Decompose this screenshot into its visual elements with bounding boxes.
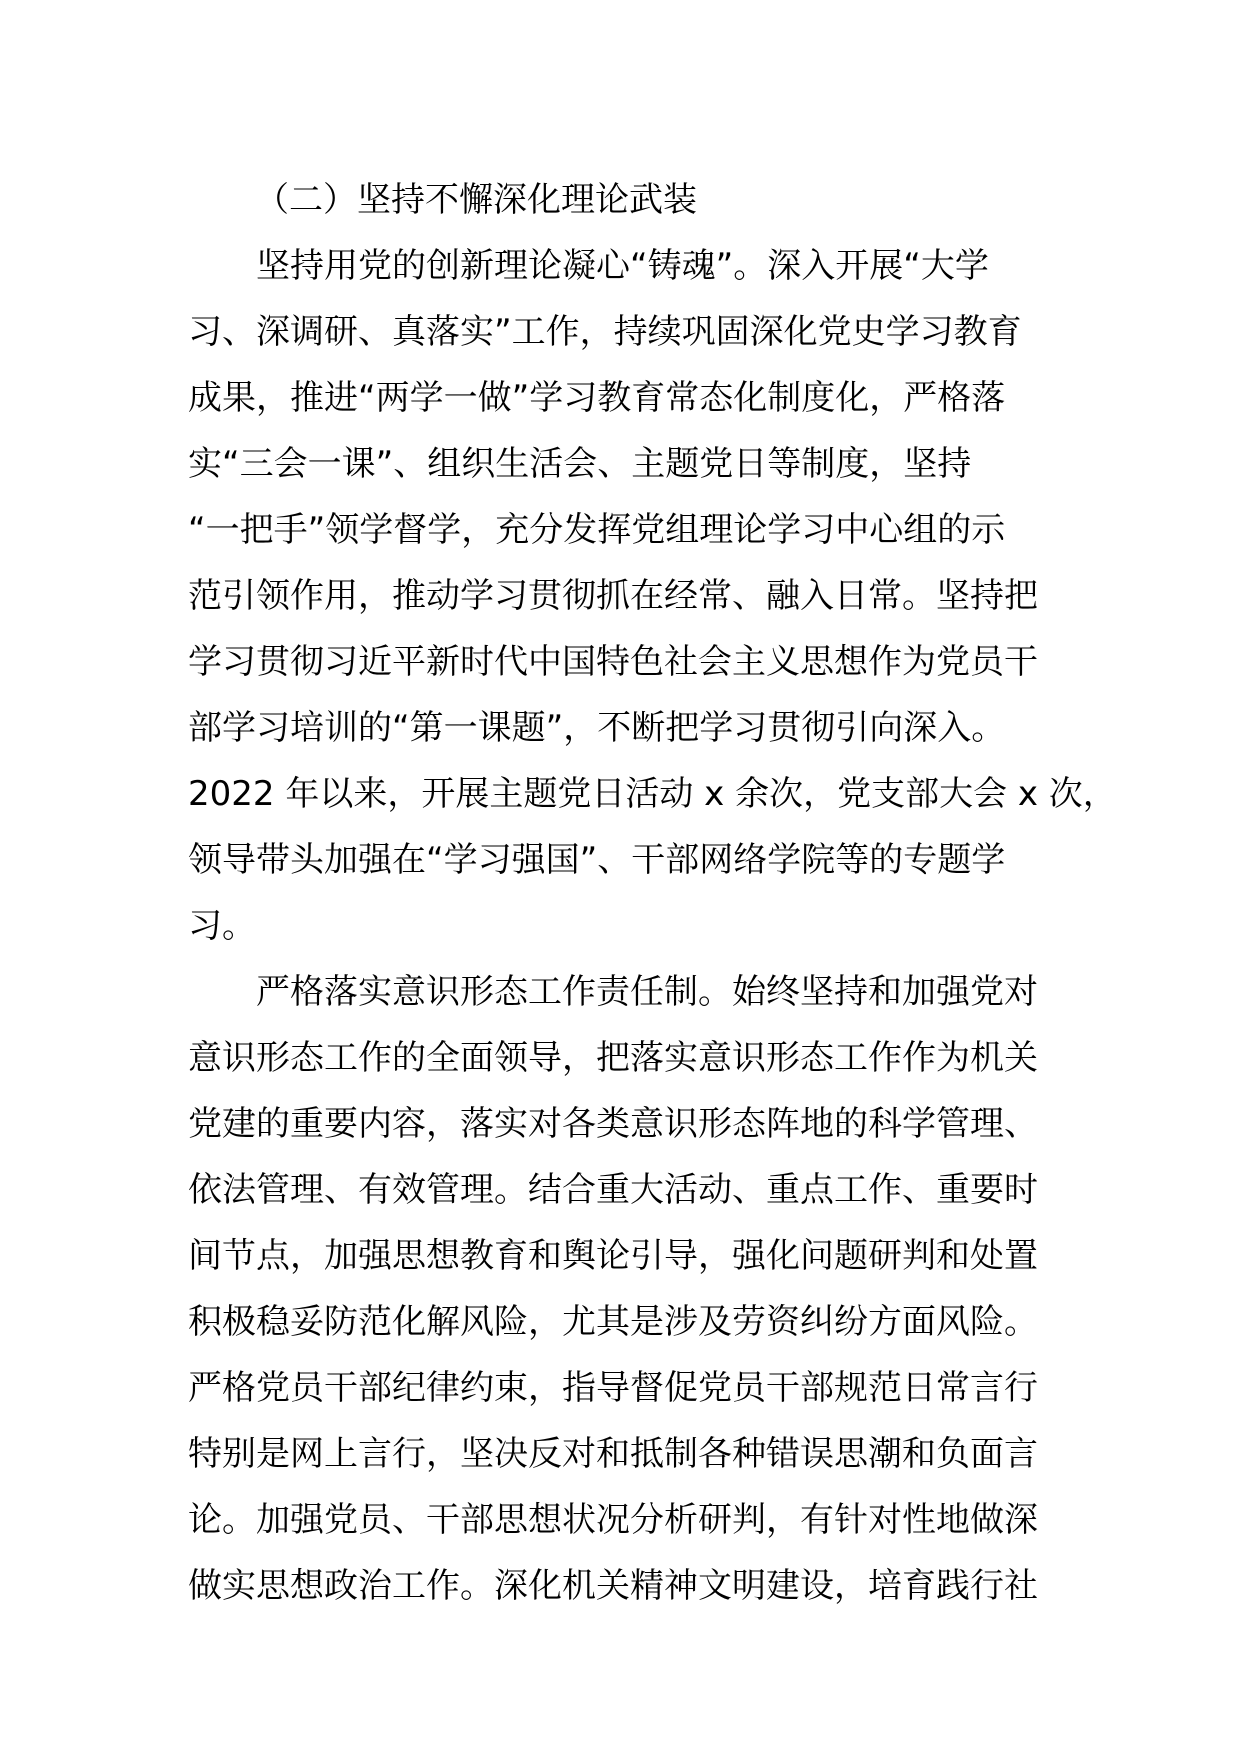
text-line: 学习贯彻习近平新时代中国特色社会主义思想作为党员干 [188, 642, 1038, 682]
text-line: 领导带头加强在“学习强国”、干部网络学院等的专题学 [188, 840, 1006, 880]
text-line: 2022 年以来，开展主题党日活动 x 余次，党支部大会 x 次， [188, 774, 1117, 814]
text-line: 积极稳妥防范化解风险，尤其是涉及劳资纠纷方面风险。 [188, 1302, 1038, 1342]
text-line: 间节点，加强思想教育和舆论引导，强化问题研判和处置 [188, 1236, 1038, 1276]
text-line: 习、深调研、真落实”工作，持续巩固深化党史学习教育 [188, 312, 1022, 352]
section-heading: （二）坚持不懈深化理论武装 [255, 180, 697, 220]
text-line: 实“三会一课”、组织生活会、主题党日等制度，坚持 [188, 444, 972, 484]
text-line: 论。加强党员、干部思想状况分析研判，有针对性地做深 [188, 1500, 1038, 1540]
text-line: 坚持用党的创新理论凝心“铸魂”。深入开展“大学 [188, 246, 989, 286]
text-line: 特别是网上言行，坚决反对和抵制各种错误思潮和负面言 [188, 1434, 1038, 1474]
text-line: 党建的重要内容，落实对各类意识形态阵地的科学管理、 [188, 1104, 1038, 1144]
text-line: 严格党员干部纪律约束，指导督促党员干部规范日常言行 [188, 1368, 1038, 1408]
text-line: “一把手”领学督学，充分发挥党组理论学习中心组的示 [188, 510, 1006, 550]
text-line: 意识形态工作的全面领导，把落实意识形态工作作为机关 [188, 1038, 1038, 1078]
text-line: 习。 [188, 906, 256, 946]
text-line: 依法管理、有效管理。结合重大活动、重点工作、重要时 [188, 1170, 1038, 1210]
text-line: 严格落实意识形态工作责任制。始终坚持和加强党对 [188, 972, 1038, 1012]
text-line: 做实思想政治工作。深化机关精神文明建设，培育践行社 [188, 1566, 1038, 1606]
text-line: 范引领作用，推动学习贯彻抓在经常、融入日常。坚持把 [188, 576, 1038, 616]
text-line: 部学习培训的“第一课题”，不断把学习贯彻引向深入。 [188, 708, 1006, 748]
text-line: 成果，推进“两学一做”学习教育常态化制度化，严格落 [188, 378, 1006, 418]
